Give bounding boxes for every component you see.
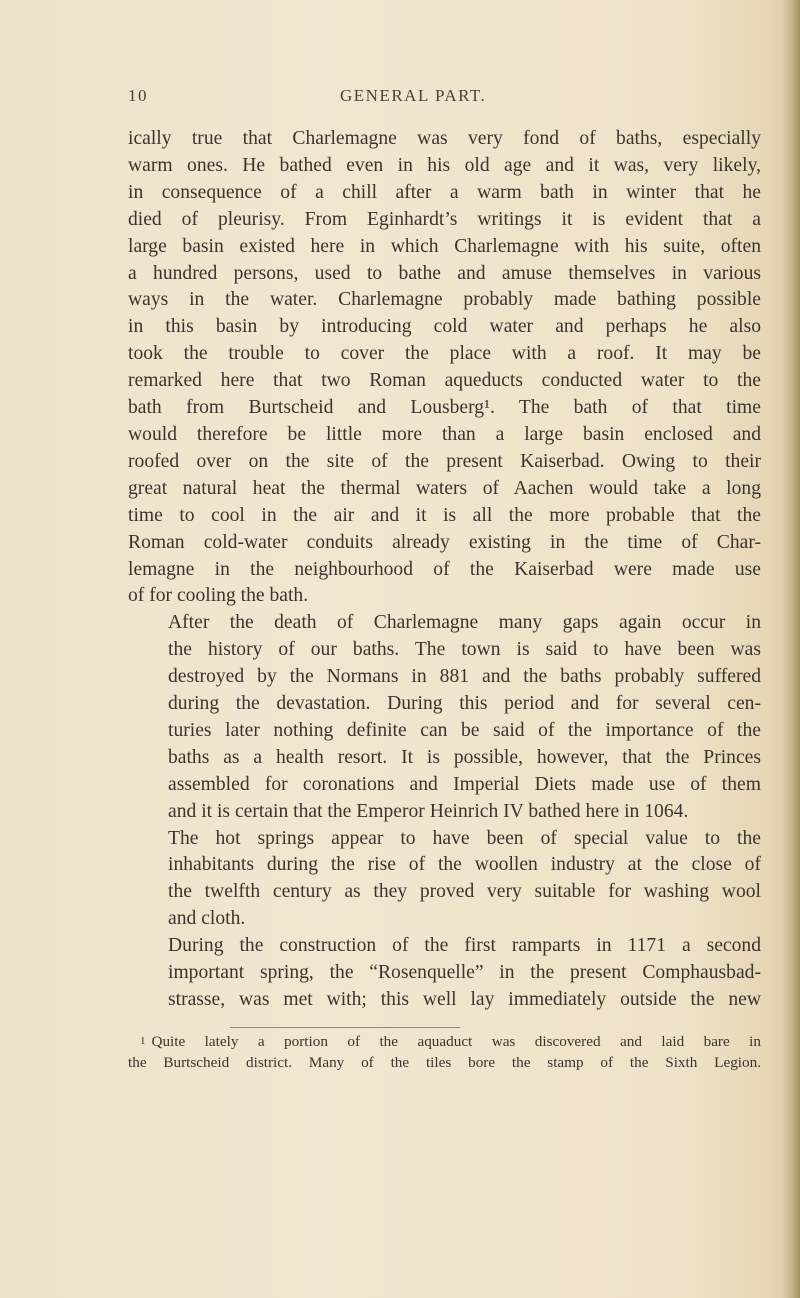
text-line: assembled for coronations and Imperial Diets made use of them	[168, 773, 761, 795]
footnote-mark: 1	[140, 1035, 146, 1047]
text-line: of for cooling the bath.	[128, 585, 309, 607]
text-line: remarked here that two Roman aqueducts conducted water to the	[128, 370, 761, 392]
paragraph-2	[128, 610, 761, 825]
text-line: took the trouble to cover the place with a roof. It may be	[128, 343, 761, 365]
page-edge-shadow	[782, 0, 800, 1298]
text-line: a hundred persons, used to bathe and amuse themselves in various	[128, 262, 761, 284]
footnote-rule	[230, 1027, 460, 1028]
text-line: strasse, was met with; this well lay immediately outside the new	[168, 989, 761, 1010]
footnote-line: the Burtscheid district. Many of the tiles bore the stamp of the Sixth Legion.	[128, 1054, 761, 1071]
text-line: time to cool in the air and it is all the more probable that the	[128, 504, 761, 526]
text-line: bath from Burtscheid and Lousberg¹. The bath of that time	[128, 397, 761, 419]
text-line: and it is certain that the Emperor Heinrich IV bathed here in 1064.	[168, 800, 689, 822]
body-text	[128, 126, 761, 1014]
text-line: turies later nothing definite can be said of the importance of the	[168, 719, 761, 741]
footnote-line	[128, 1031, 761, 1052]
text-line: ways in the water. Charlemagne probably made bathing possible	[128, 289, 761, 311]
paragraph-1	[128, 126, 761, 610]
text-line: large basin existed here in which Charlemagne with his suite, often	[128, 235, 761, 257]
text-line: in this basin by introducing cold water and perhaps he also	[128, 316, 761, 338]
text-line: roofed over on the site of the present Kaiserbad. Owing to their	[128, 450, 761, 472]
text-line: lemagne in the neighbourhood of the Kaiserbad were made use	[128, 558, 761, 580]
text-line: in consequence of a chill after a warm bath in winter that he	[128, 181, 761, 203]
text-line: the history of our baths. The town is said to have been was	[168, 639, 761, 661]
section-title: GENERAL PART.	[340, 86, 487, 105]
footnote-text: Quite lately a portion of the aquaduct was discovered and laid bare in	[151, 1033, 761, 1050]
text-line: The hot springs appear to have been of special value to the	[168, 827, 761, 849]
text-line: baths as a health resort. It is possible, however, that the Princes	[168, 746, 761, 768]
text-line: would therefore be little more than a large basin enclosed and	[128, 423, 761, 445]
text-line: died of pleurisy. From Eginhardt’s writings it is evident that a	[128, 208, 761, 230]
text-line: During the construction of the first ramparts in 1171 a second	[168, 935, 761, 957]
text-line: warm ones. He bathed even in his old age and it was, very likely,	[128, 154, 761, 176]
paragraph-3	[128, 826, 761, 934]
text-line: and cloth.	[168, 908, 246, 930]
text-line: After the death of Charlemagne many gaps again occur in	[168, 612, 761, 634]
footnote	[128, 1031, 761, 1073]
text-line: the twelfth century as they proved very suitable for washing wool	[168, 881, 761, 903]
text-line: ically true that Charlemagne was very fond of baths, especially	[128, 128, 761, 149]
text-line: inhabitants during the rise of the woollen industry at the close of	[168, 854, 761, 876]
text-line: important spring, the “Rosenquelle” in the present Comphausbad-	[168, 962, 761, 984]
text-line: Roman cold-water conduits already existing in the time of Char-	[128, 531, 761, 553]
running-head	[128, 86, 758, 114]
text-line: destroyed by the Normans in 881 and the baths probably suffered	[168, 666, 761, 688]
page-number: 10	[128, 86, 148, 105]
paragraph-4	[128, 933, 761, 1014]
text-line: during the devastation. During this period and for several cen-	[168, 693, 761, 715]
text-line: great natural heat the thermal waters of Aachen would take a long	[128, 477, 761, 499]
